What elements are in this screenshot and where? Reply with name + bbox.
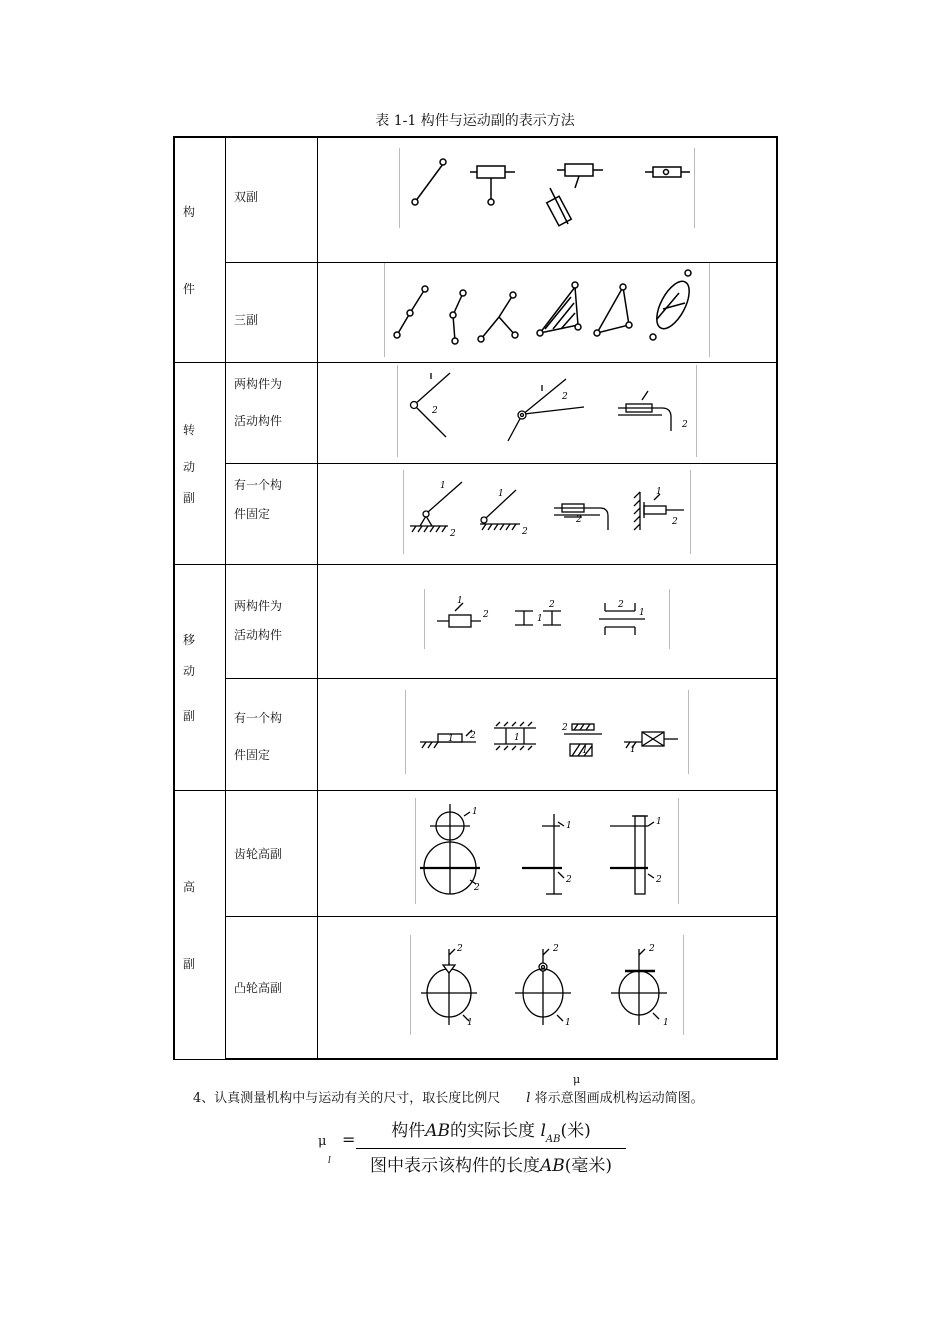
row-label-ternary: 三副 <box>226 262 318 362</box>
num-l: l <box>540 1121 546 1141</box>
formula-numerator <box>356 1116 626 1149</box>
row-label-rev-moving <box>226 362 318 463</box>
mark-two: 2 <box>553 944 559 955</box>
row-label-cam: 凸轮高副 <box>226 916 318 1059</box>
row-label-binary: 双副 <box>226 137 318 262</box>
formula-mu: μ <box>318 1134 327 1149</box>
group-char: 构 <box>183 204 196 219</box>
label-line: 活动构件 <box>234 627 283 642</box>
ternary-link-symbols <box>385 263 709 357</box>
figure-rev-fixed <box>318 463 778 564</box>
table-row <box>174 463 777 564</box>
mark-two: 2 <box>549 600 555 610</box>
step-4-before: 4、认真测量机构中与运动有关的尺寸，取长度比例尺 <box>193 1091 501 1106</box>
row-label-gear: 齿轮高副 <box>226 790 318 916</box>
group-revolute <box>174 362 226 564</box>
group-char: 转 <box>183 422 196 437</box>
mark-one: 1 <box>472 807 478 817</box>
group-prismatic <box>174 564 226 790</box>
den-ab: AB <box>539 1156 565 1176</box>
mark-two: 2 <box>450 528 456 539</box>
label-line: 两构件为 <box>234 598 283 613</box>
group-char: 移 <box>183 632 196 647</box>
mark-two: 2 <box>576 514 582 525</box>
symbol-table <box>173 136 778 1060</box>
revolute-moving-symbols <box>398 365 696 457</box>
mark-one: 1 <box>582 746 588 756</box>
num-ab: AB <box>425 1121 451 1141</box>
mark-one: 1 <box>498 488 504 499</box>
mark-one: 1 <box>656 817 662 827</box>
figure-binary <box>318 137 778 262</box>
group-char: 件 <box>183 281 196 296</box>
mark-one: 1 <box>663 1018 669 1029</box>
mark-one: 1 <box>565 1018 571 1029</box>
formula-lhs <box>318 1134 331 1166</box>
mark-one: 1 <box>639 608 645 618</box>
table-row <box>174 790 777 916</box>
row-label-pri-moving <box>226 564 318 678</box>
label-line: 活动构件 <box>234 413 283 428</box>
figure-cam <box>318 916 778 1059</box>
mark-two: 2 <box>562 391 568 402</box>
mark-two: 2 <box>474 883 480 893</box>
table-row <box>174 362 777 463</box>
row-label-pri-fixed <box>226 678 318 790</box>
label-line: 有一个构 <box>234 710 283 725</box>
mark-two: 2 <box>432 405 438 416</box>
figure-pri-fixed <box>318 678 778 790</box>
mark-two: 2 <box>483 610 489 620</box>
num-sub: AB <box>545 1134 561 1145</box>
mark-two: 2 <box>618 600 624 610</box>
den-prefix: 图中表示该构件的长度 <box>369 1156 540 1176</box>
group-char: 动 <box>183 663 196 678</box>
mark-two: 2 <box>682 419 688 430</box>
formula-l: l <box>328 1156 331 1166</box>
table-row <box>174 564 777 678</box>
group-component <box>174 137 226 362</box>
table-caption: 表 1-1 构件与运动副的表示方法 <box>375 113 575 129</box>
table-row <box>174 137 777 262</box>
mark-one: 1 <box>440 480 446 491</box>
figure-gear <box>318 790 778 916</box>
figure-rev-moving <box>318 362 778 463</box>
label-line: 两构件为 <box>234 376 283 391</box>
binary-link-symbols <box>400 148 694 228</box>
mark-one: 1 <box>537 614 543 624</box>
mark-two: 2 <box>656 875 662 885</box>
label-line: 有一个构 <box>234 477 283 492</box>
mark-one: 1 <box>514 733 520 743</box>
mark-one: 1 <box>467 1018 473 1029</box>
mark-two: 2 <box>457 944 463 955</box>
group-char: 副 <box>183 956 196 971</box>
num-unit: (米) <box>560 1121 591 1141</box>
prismatic-moving-symbols <box>425 589 669 649</box>
group-char: 副 <box>183 490 196 505</box>
step-4-text <box>193 1073 704 1106</box>
cam-pair-symbols <box>411 935 683 1035</box>
mark-one: 1 <box>630 745 636 755</box>
group-char: 动 <box>183 459 196 474</box>
mark-one: 1 <box>457 596 463 606</box>
label-line: 件固定 <box>234 747 271 762</box>
mark-two: 2 <box>566 875 572 885</box>
prismatic-fixed-symbols <box>406 690 688 774</box>
mark-two: 2 <box>649 944 655 955</box>
num-prefix: 构件 <box>391 1121 426 1141</box>
formula-denominator <box>356 1149 626 1176</box>
figure-pri-moving <box>318 564 778 678</box>
table-row <box>174 678 777 790</box>
group-higher <box>174 790 226 1059</box>
revolute-fixed-symbols <box>404 470 690 554</box>
mark-two: 2 <box>672 516 678 527</box>
mark-one: 1 <box>448 734 454 744</box>
figure-ternary <box>318 262 778 362</box>
label-line: 件固定 <box>234 506 271 521</box>
step-4-after: 将示意图画成机构运动简图。 <box>534 1091 704 1106</box>
num-middle: 的实际长度 <box>450 1121 536 1141</box>
mark-two: 2 <box>522 526 528 537</box>
table-row <box>174 916 777 1059</box>
row-label-rev-fixed <box>226 463 318 564</box>
l-symbol: l <box>526 1091 531 1106</box>
formula-fraction <box>356 1116 626 1176</box>
group-char: 高 <box>183 879 196 894</box>
mu-symbol: μ <box>573 1073 581 1086</box>
table-row <box>174 262 777 362</box>
mark-two: 2 <box>562 723 568 733</box>
mark-two: 2 <box>470 731 476 741</box>
formula-equals: = <box>342 1130 356 1149</box>
gear-pair-symbols <box>416 798 678 904</box>
den-unit: (毫米) <box>564 1156 613 1176</box>
mark-one: 1 <box>566 821 572 831</box>
mark-one: 1 <box>656 486 662 497</box>
group-char: 副 <box>183 708 196 723</box>
